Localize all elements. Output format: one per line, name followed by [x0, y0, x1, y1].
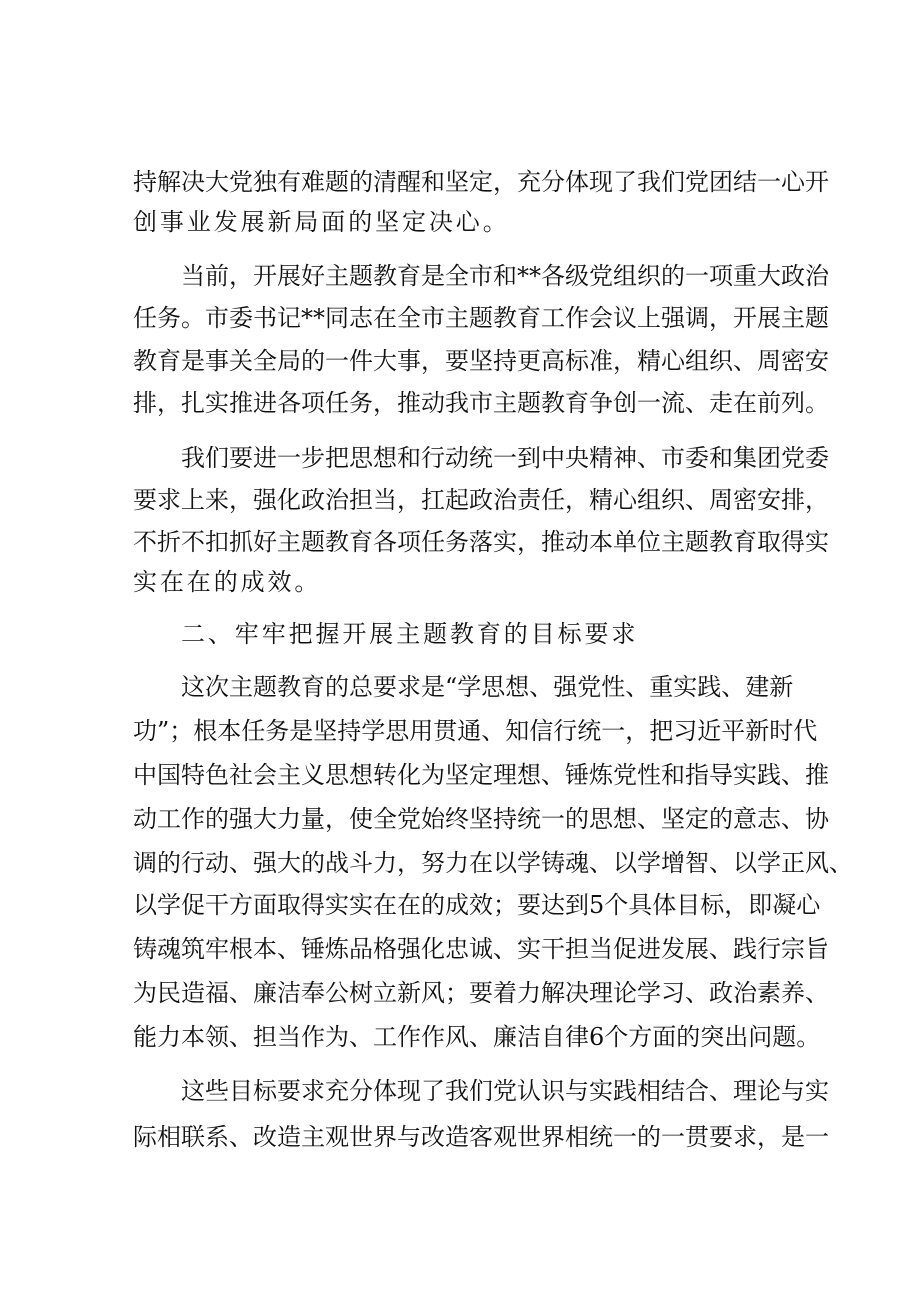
paragraph-line: 功”；根本任务是坚持学思用贯通、知信行统一，把习近平新时代 — [133, 717, 818, 745]
paragraph-line: 为民造福、廉洁奉公树立新风；要着力解决理论学习、政治素养、 — [133, 979, 829, 1007]
paragraph-line: 要求上来，强化政治担当，扛起政治责任，精心组织、周密安排， — [133, 486, 829, 514]
paragraph-line: 排，扎实推进各项任务，推动我市主题教育争创一流、走在前列。 — [133, 389, 829, 417]
paragraph-line: 这些目标要求充分体现了我们党认识与实践相结合、理论与实 — [181, 1077, 829, 1105]
paragraph-line: 际相联系、改造主观世界与改造客观世界相统一的一贯要求，是一 — [133, 1123, 829, 1151]
paragraph-line: 以学促干方面取得实实在在的成效；要达到5个具体目标，即凝心 — [133, 891, 821, 919]
paragraph-line: 调的行动、强大的战斗力，努力在以学铸魂、以学增智、以学正风、 — [133, 849, 853, 877]
paragraph-line: 能力本领、担当作为、工作作风、廉洁自律6个方面的突出问题。 — [133, 1023, 821, 1051]
paragraph-line: 当前，开展好主题教育是全市和**各级党组织的一项重大政治 — [181, 262, 829, 290]
paragraph-line: 不折不扣抓好主题教育各项任务落实，推动本单位主题教育取得实 — [133, 528, 829, 556]
paragraph-line: 实在在的成效。 — [133, 568, 322, 596]
paragraph-line: 持解决大党独有难题的清醒和坚定，充分体现了我们党团结一心开 — [133, 168, 829, 196]
section-heading: 二、牢牢把握开展主题教育的目标要求 — [181, 620, 639, 648]
paragraph-line: 任务。市委书记**同志在全市主题教育工作会议上强调，开展主题 — [133, 304, 829, 332]
paragraph-line: 教育是事关全局的一件大事，要坚持更高标准，精心组织、周密安 — [133, 347, 829, 375]
paragraph-line: 创事业发展新局面的坚定决心。 — [133, 208, 510, 236]
paragraph-line: 铸魂筑牢根本、锤炼品格强化忠诚、实干担当促进发展、践行宗旨 — [133, 935, 829, 963]
paragraph-line: 中国特色社会主义思想转化为坚定理想、锤炼党性和指导实践、推 — [133, 761, 829, 789]
paragraph-line: 这次主题教育的总要求是“学思想、强党性、重实践、建新 — [181, 673, 794, 701]
paragraph-line: 动工作的强大力量，使全党始终坚持统一的思想、坚定的意志、协 — [133, 805, 829, 833]
paragraph-line: 我们要进一步把思想和行动统一到中央精神、市委和集团党委 — [181, 444, 829, 472]
